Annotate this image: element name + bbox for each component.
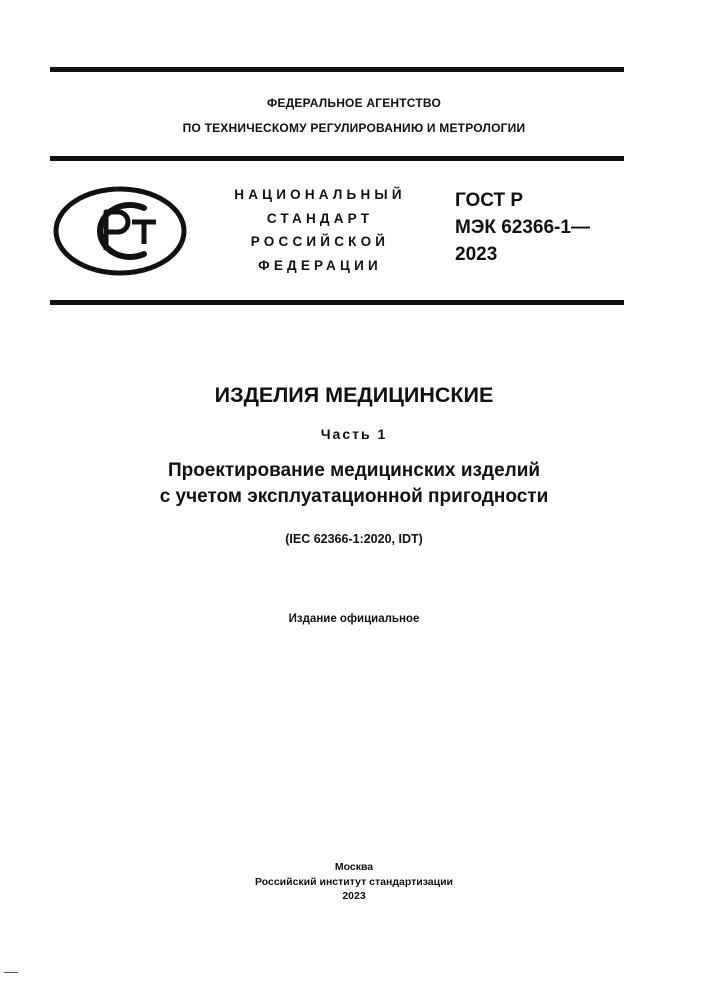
subtitle-line2: с учетом эксплуатационной пригодности xyxy=(159,486,549,507)
iec-reference: (IEC 62366-1:2020, IDT) xyxy=(285,532,423,546)
top-rule xyxy=(50,67,624,72)
gost-line2: МЭК 62366-1— xyxy=(455,217,590,238)
national-standard-block xyxy=(220,183,420,277)
agency-name-line1: ФЕДЕРАЛЬНОЕ АГЕНТСТВО xyxy=(266,96,441,110)
footer-publisher: Российский институт стандартизации xyxy=(254,875,454,888)
gost-designation xyxy=(455,187,590,268)
footer-year: 2023 xyxy=(342,890,366,902)
header-rule xyxy=(50,300,624,305)
subtitle-line1: Проектирование медицинских изделий xyxy=(167,460,541,481)
gost-line1: ГОСТ Р xyxy=(455,190,524,211)
edition-label: Издание официальное xyxy=(288,613,420,625)
document-title: ИЗДЕЛИЯ МЕДИЦИНСКИЕ xyxy=(214,383,494,407)
national-standard-line2: СТАНДАРТ xyxy=(266,210,374,226)
footer-city: Москва xyxy=(334,861,374,873)
document-subtitle xyxy=(0,458,708,510)
national-standard-line1: НАЦИОНАЛЬНЫЙ xyxy=(234,187,406,202)
agency-rule xyxy=(50,156,624,161)
national-standard-line4: ФЕДЕРАЦИИ xyxy=(258,257,382,273)
national-standard-line3: РОССИЙСКОЙ xyxy=(250,234,390,249)
corner-mark xyxy=(4,972,18,973)
part-label: Часть 1 xyxy=(320,426,388,442)
gost-line3: 2023 xyxy=(455,244,498,265)
agency-name-line2: ПО ТЕХНИЧЕСКОМУ РЕГУЛИРОВАНИЮ И МЕТРОЛОГИИ xyxy=(182,121,526,135)
rst-certification-logo xyxy=(52,186,188,276)
publisher-footer xyxy=(0,860,708,904)
rst-logo-icon xyxy=(52,186,188,276)
